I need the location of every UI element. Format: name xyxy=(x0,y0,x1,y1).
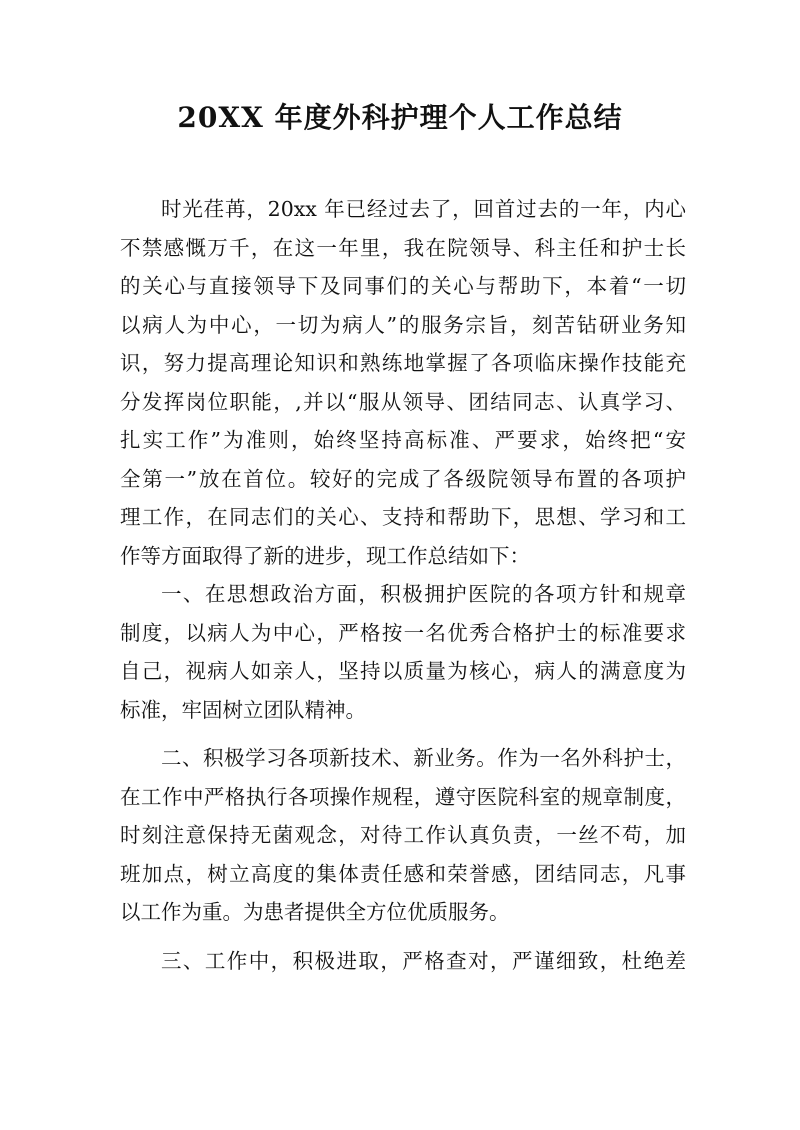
text-line: 在工作中严格执行各项操作规程，遵守医院科室的规章制度， xyxy=(120,784,686,809)
text-line: 识，努力提高理论知识和熟练地掌握了各项临床操作技能充 xyxy=(120,351,686,375)
text-line: 自己，视病人如亲人，坚持以质量为核心，病人的满意度为 xyxy=(120,659,686,683)
text-line: 作等方面取得了新的进步，现工作总结如下： xyxy=(120,543,530,568)
paragraph-intro xyxy=(120,190,686,575)
text-line: 不禁感慨万千，在这一年里，我在院领导、科主任和护士长 xyxy=(120,235,686,260)
text-line: 制度，以病人为中心，严格按一名优秀合格护士的标准要求 xyxy=(120,620,686,645)
document-title: 20XX 年度外科护理个人工作总结 xyxy=(177,101,623,134)
text-line: 以病人为中心，一切为病人”的服务宗旨，刻苦钻研业务知 xyxy=(120,312,686,337)
paragraph-work xyxy=(120,942,686,981)
text-line: 一、在思想政治方面，积极拥护医院的各项方针和规章 xyxy=(161,582,686,606)
paragraph-learning xyxy=(120,739,686,932)
text-line: 全第一”放在首位。较好的完成了各级院领导布置的各项护 xyxy=(120,466,686,491)
text-line: 理工作，在同志们的关心、支持和帮助下，思想、学习和工 xyxy=(120,505,686,529)
text-line: 班加点，树立高度的集体责任感和荣誉感，团结同志，凡事 xyxy=(120,861,686,886)
text-line: 扎实工作”为准则，始终坚持高标准、严要求，始终把“安 xyxy=(120,428,686,452)
text-line: 以工作为重。为患者提供全方位优质服务。 xyxy=(120,900,510,924)
paragraph-political xyxy=(120,575,686,729)
document-body xyxy=(120,190,686,980)
text-line: 时光荏苒，20xx 年已经过去了，回首过去的一年，内心 xyxy=(161,197,686,221)
text-line: 的关心与直接领导下及同事们的关心与帮助下，本着“一切 xyxy=(120,274,686,298)
paragraph-gap xyxy=(120,932,686,942)
text-line: 时刻注意保持无菌观念，对待工作认真负责，一丝不苟，加 xyxy=(120,823,686,847)
text-line: 三、工作中，积极进取，严格查对，严谨细致，杜绝差 xyxy=(161,948,686,973)
paragraph-gap xyxy=(120,729,686,739)
text-line: 分发挥岗位职能，,并以“服从领导、团结同志、认真学习、 xyxy=(120,389,686,414)
text-line: 二、积极学习各项新技术、新业务。作为一名外科护士， xyxy=(161,746,686,770)
text-line: 标准，牢固树立团队精神。 xyxy=(120,697,366,722)
